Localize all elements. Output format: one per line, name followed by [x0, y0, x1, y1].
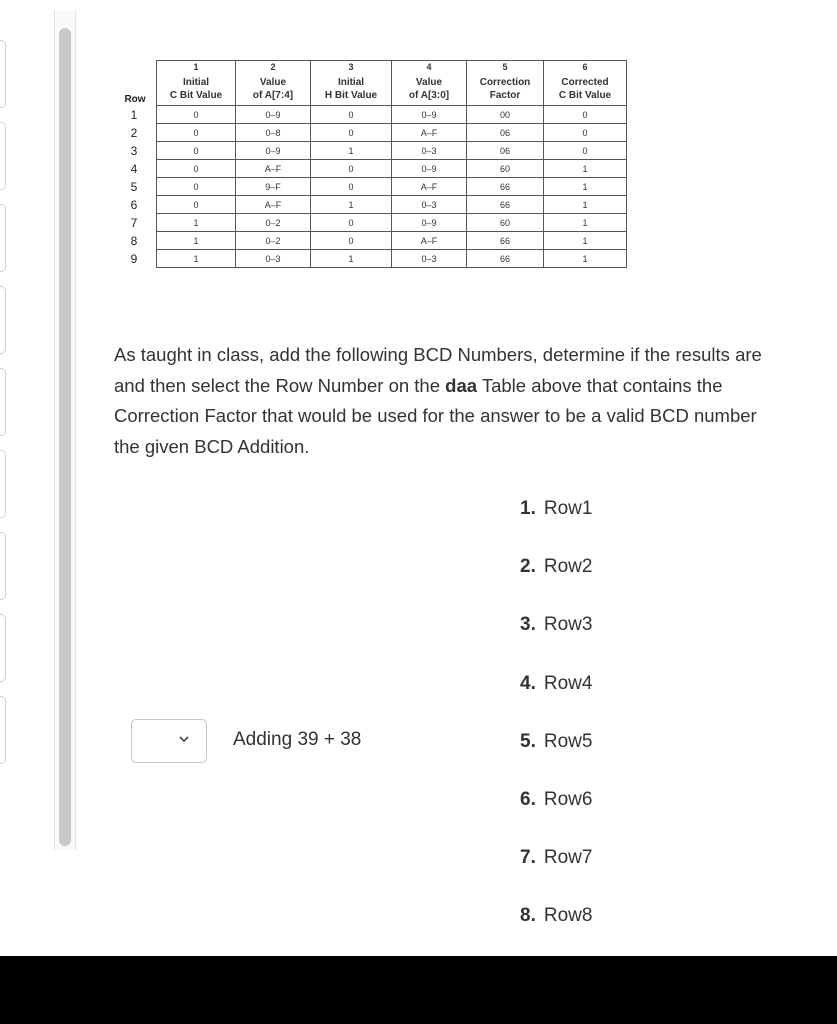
column-number: 4 — [392, 61, 467, 74]
table-cell: 66 — [467, 178, 544, 196]
scrollbar-thumb[interactable] — [59, 28, 71, 846]
row-number: 2 — [130, 125, 138, 140]
row-header: Row — [124, 93, 146, 105]
table-cell: 1 — [544, 160, 627, 178]
table-row — [116, 232, 627, 250]
table-cell: A–F — [392, 124, 467, 142]
table-cell: 0 — [157, 160, 236, 178]
option-number: 1. — [520, 498, 536, 519]
table-cell: 1 — [544, 214, 627, 232]
row-number: 8 — [130, 233, 138, 248]
table-row — [116, 124, 627, 142]
table-cell: 66 — [467, 196, 544, 214]
question-line: Table above that contains the — [477, 374, 723, 396]
option-item — [520, 847, 592, 869]
column-header-line2: H Bit Value — [324, 90, 378, 101]
row-number: 9 — [130, 251, 138, 266]
column-number: 5 — [467, 61, 544, 74]
table-cell: 1 — [544, 196, 627, 214]
table-row — [116, 178, 627, 196]
table-cell: 0 — [544, 124, 627, 142]
chevron-down-icon — [178, 733, 190, 749]
table-cell: 1 — [157, 214, 236, 232]
table-cell: 0 — [311, 160, 392, 178]
table-cell: 0–2 — [236, 232, 311, 250]
question-line: Correction Factor that would be used for the answer to be a valid BCD number — [114, 405, 757, 426]
option-label: Row1 — [543, 498, 593, 519]
table-cell: A–F — [236, 196, 311, 214]
column-header-line2: C Bit Value — [558, 90, 612, 101]
question-line: As taught in class, add the following BCD Numbers, determine if the results are — [114, 344, 762, 365]
column-header — [467, 73, 544, 106]
table-cell: 0 — [157, 196, 236, 214]
option-number: 5. — [520, 730, 536, 752]
table-cell: 1 — [544, 232, 627, 250]
column-header-line1: Value — [259, 77, 287, 88]
column-number: 3 — [311, 61, 392, 74]
table-cell: 0–9 — [236, 106, 311, 124]
table-cell: 66 — [467, 232, 544, 250]
daa-emphasis: daa — [445, 374, 478, 396]
option-label: Row4 — [543, 672, 593, 694]
column-header-line2: of A[7:4] — [252, 90, 294, 101]
column-header — [392, 73, 467, 106]
question-nav-tab[interactable] — [0, 614, 6, 682]
daa-table — [116, 60, 627, 268]
table-cell: 0–3 — [236, 250, 311, 268]
table-cell: 0 — [544, 142, 627, 160]
table-cell: 0 — [157, 124, 236, 142]
row-number: 1 — [130, 107, 138, 122]
row-number: 7 — [130, 215, 138, 230]
table-cell: A–F — [392, 178, 467, 196]
table-cell: 1 — [157, 250, 236, 268]
table-cell: 1 — [311, 142, 392, 160]
row-number: 3 — [130, 143, 138, 158]
table-cell: 60 — [467, 160, 544, 178]
column-header-line2: C Bit Value — [169, 90, 223, 101]
table-row — [116, 106, 627, 124]
table-row — [116, 214, 627, 232]
table-cell: 06 — [467, 124, 544, 142]
table-cell: 0–2 — [236, 214, 311, 232]
row-number: 6 — [130, 197, 138, 212]
question-nav-tab[interactable] — [0, 286, 6, 354]
table-cell: 0–3 — [392, 250, 467, 268]
table-cell: 0 — [157, 178, 236, 196]
table-cell: 0–8 — [236, 124, 311, 142]
table-cell: 0 — [311, 232, 392, 250]
question-line: the given BCD Addition. — [114, 435, 310, 457]
table-row — [116, 196, 627, 214]
table-cell: 1 — [157, 232, 236, 250]
table-cell: 60 — [467, 214, 544, 232]
question-nav-tab[interactable] — [0, 204, 6, 272]
match-prompt: Adding 39 + 38 — [233, 729, 362, 750]
column-header-line1: Initial — [182, 77, 210, 88]
table-row — [116, 142, 627, 160]
question-text — [114, 340, 837, 462]
question-nav-tab[interactable] — [0, 368, 6, 436]
bottom-bar — [0, 956, 837, 1024]
column-header-line2: of A[3:0] — [408, 90, 450, 101]
option-item — [520, 905, 592, 927]
question-nav-tab[interactable] — [0, 696, 6, 764]
table-cell: 0 — [311, 106, 392, 124]
table-cell: 9–F — [236, 178, 311, 196]
table-cell: 0 — [157, 142, 236, 160]
table-cell: 0 — [311, 178, 392, 196]
option-item — [520, 498, 592, 520]
row-number: 5 — [130, 179, 138, 194]
table-row — [116, 160, 627, 178]
column-number: 1 — [157, 61, 236, 74]
table-cell: 0–9 — [392, 160, 467, 178]
column-header — [157, 73, 236, 106]
table-cell: A–F — [236, 160, 311, 178]
question-nav-tab[interactable] — [0, 40, 6, 108]
table-cell: 0–3 — [392, 196, 467, 214]
table-cell: 66 — [467, 250, 544, 268]
table-cell: 0 — [544, 106, 627, 124]
table-row — [116, 250, 627, 268]
option-number: 4. — [520, 672, 536, 694]
table-cell: 00 — [467, 106, 544, 124]
table-cell: 0–9 — [236, 142, 311, 160]
column-number: 2 — [236, 61, 311, 74]
option-label: Row7 — [543, 847, 593, 869]
option-item — [520, 673, 592, 695]
row-number: 4 — [130, 161, 138, 176]
table-cell: 0–9 — [392, 214, 467, 232]
option-label: Row6 — [543, 789, 593, 810]
table-cell: 0 — [311, 214, 392, 232]
option-label: Row5 — [543, 730, 593, 752]
question-nav-tab[interactable] — [0, 122, 6, 190]
question-nav-tab[interactable] — [0, 532, 6, 600]
table-cell: 1 — [311, 196, 392, 214]
column-header-line1: Correction — [479, 77, 531, 88]
table-cell: 1 — [544, 178, 627, 196]
column-header-line2: Factor — [489, 90, 521, 101]
option-label: Row3 — [543, 614, 593, 636]
option-number: 6. — [520, 789, 536, 810]
table-cell: 0–9 — [392, 106, 467, 124]
column-number: 6 — [544, 61, 627, 74]
column-header-line1: Initial — [337, 77, 365, 88]
question-nav-tab[interactable] — [0, 450, 6, 518]
option-label: Row8 — [543, 905, 593, 927]
option-item — [520, 556, 592, 578]
table-cell: A–F — [392, 232, 467, 250]
option-number: 2. — [520, 556, 536, 578]
option-number: 3. — [520, 614, 536, 636]
table-cell: 0–3 — [392, 142, 467, 160]
question-line: and then select the Row Number on the — [114, 374, 446, 396]
option-number: 8. — [520, 905, 536, 927]
table-cell: 0 — [311, 124, 392, 142]
column-header — [236, 73, 311, 106]
table-cell: 1 — [311, 250, 392, 268]
answer-select[interactable] — [131, 719, 207, 763]
column-header-line1: Corrected — [561, 77, 609, 88]
option-label: Row2 — [543, 556, 593, 578]
table-cell: 0 — [157, 106, 236, 124]
option-item — [520, 614, 592, 636]
option-item — [520, 789, 592, 811]
column-header — [544, 73, 627, 106]
table-cell: 1 — [544, 250, 627, 268]
option-number: 7. — [520, 847, 536, 869]
option-item — [520, 731, 592, 753]
table-cell: 06 — [467, 142, 544, 160]
column-header-line1: Value — [415, 77, 443, 88]
column-header — [311, 73, 392, 106]
